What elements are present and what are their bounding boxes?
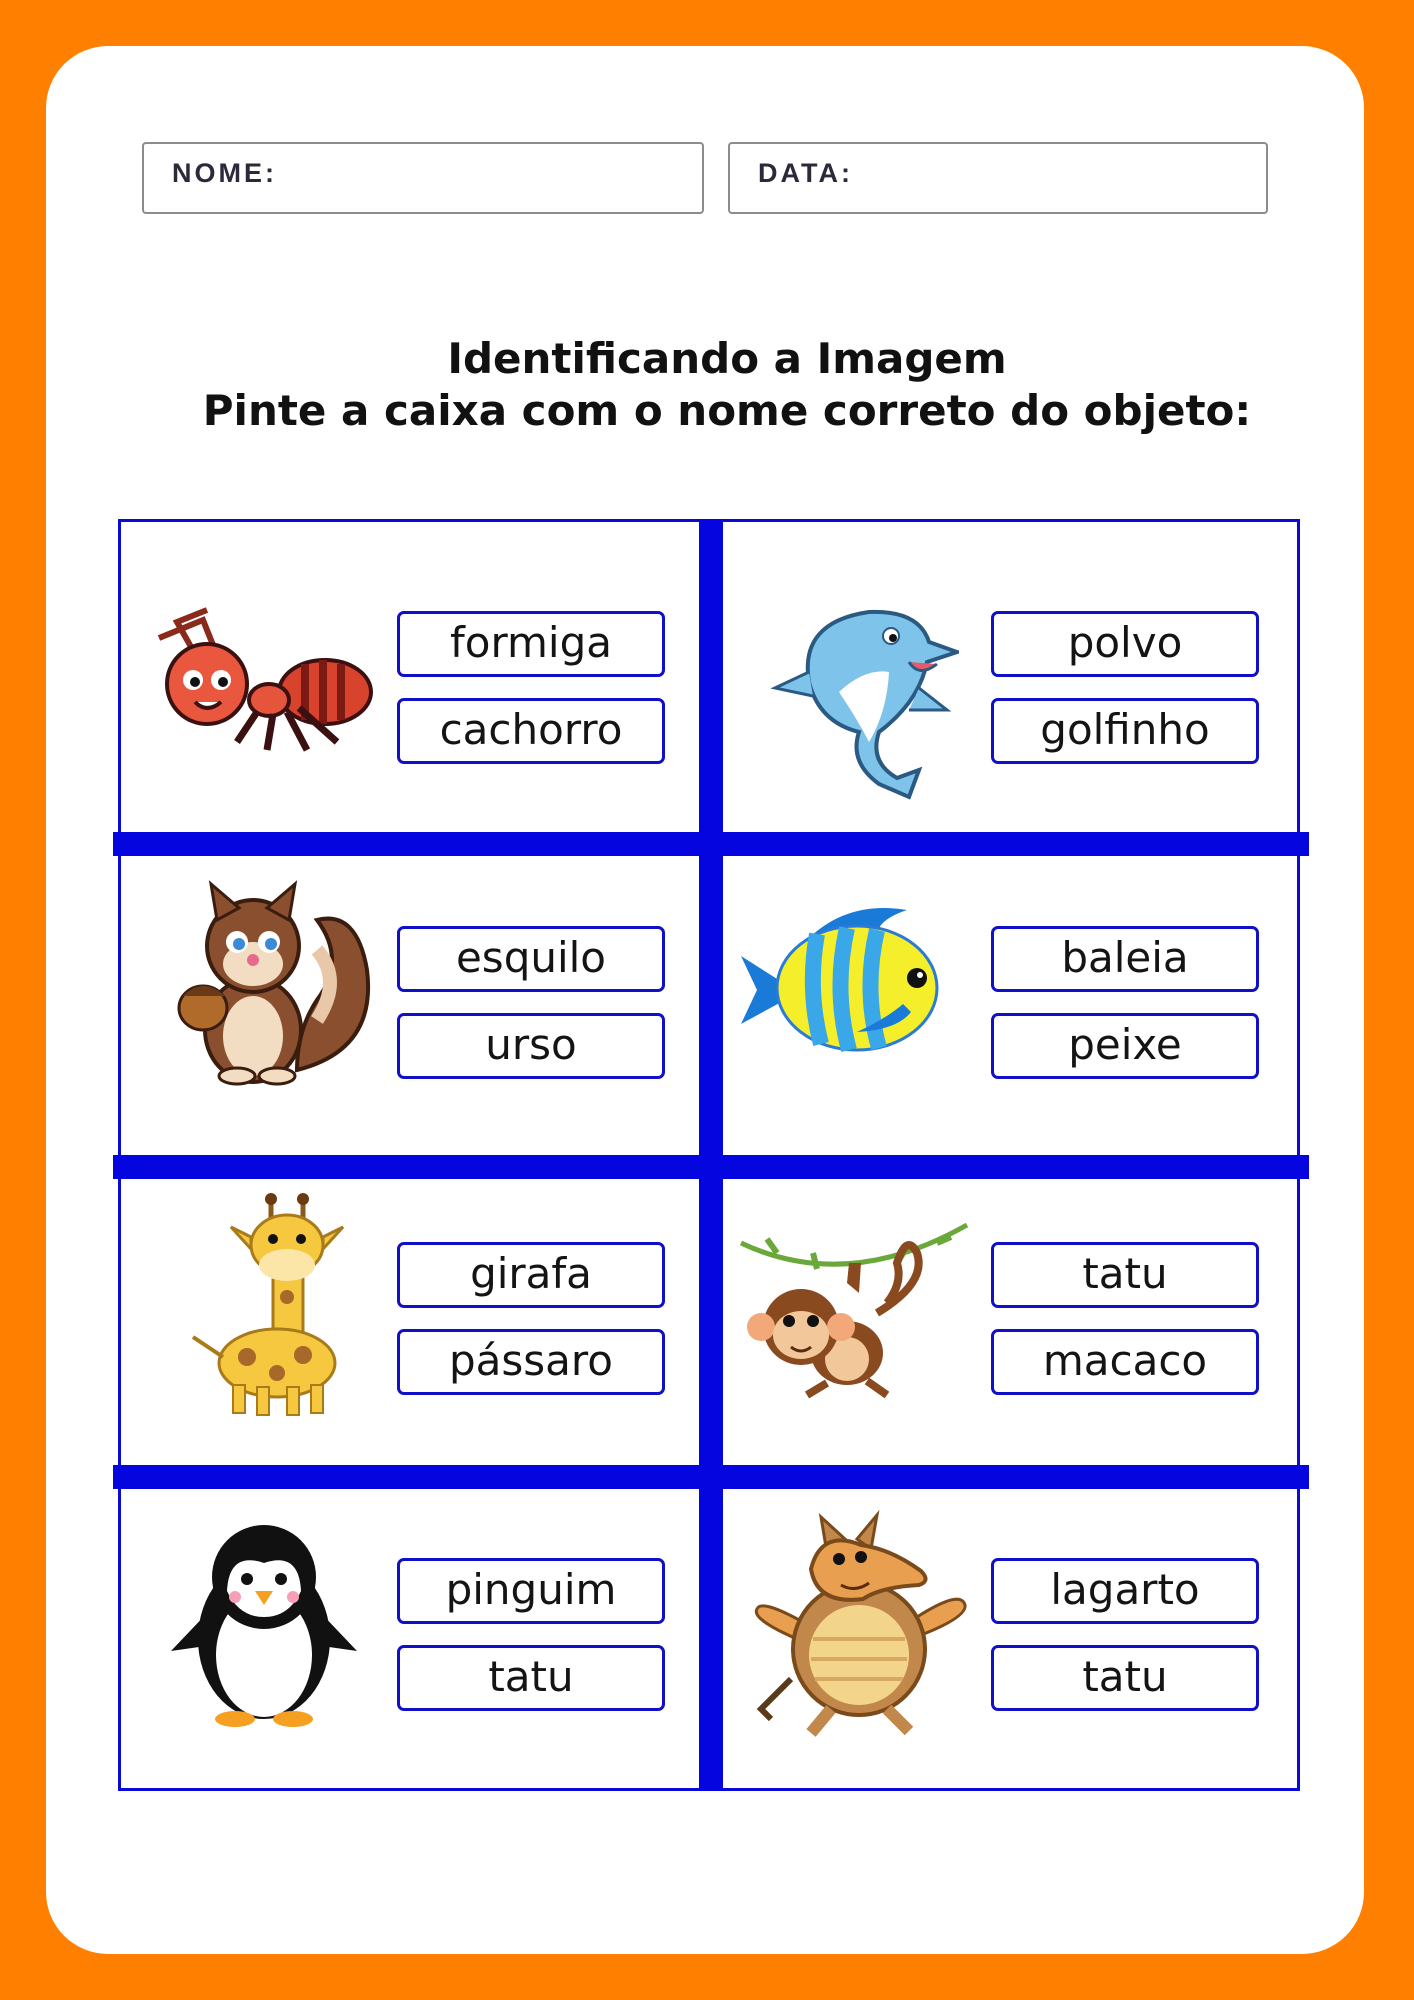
card-fish — [723, 856, 1301, 1155]
option-monkey-1[interactable]: tatu — [991, 1242, 1259, 1308]
card-giraffe — [121, 1179, 699, 1465]
date-label: DATA: — [758, 158, 853, 188]
armadillo-icon — [751, 1509, 971, 1739]
option-penguin-1[interactable]: pinguim — [397, 1558, 665, 1624]
option-armadillo-1[interactable]: lagarto — [991, 1558, 1259, 1624]
option-squirrel-1[interactable]: esquilo — [397, 926, 665, 992]
option-giraffe-2[interactable]: pássaro — [397, 1329, 665, 1395]
card-squirrel — [121, 856, 699, 1155]
fish-icon — [737, 900, 967, 1070]
option-ant-2[interactable]: cachorro — [397, 698, 665, 764]
monkey-icon — [737, 1223, 973, 1403]
option-squirrel-2[interactable]: urso — [397, 1013, 665, 1079]
option-ant-1[interactable]: formiga — [397, 611, 665, 677]
giraffe-icon — [187, 1187, 367, 1417]
squirrel-icon — [167, 880, 377, 1090]
option-penguin-2[interactable]: tatu — [397, 1645, 665, 1711]
option-armadillo-2[interactable]: tatu — [991, 1645, 1259, 1711]
option-dolphin-1[interactable]: polvo — [991, 611, 1259, 677]
card-monkey — [723, 1179, 1301, 1465]
penguin-icon — [169, 1521, 359, 1731]
option-fish-2[interactable]: peixe — [991, 1013, 1259, 1079]
card-ant — [121, 522, 699, 832]
card-grid — [118, 519, 1300, 1791]
ant-icon — [137, 602, 377, 762]
worksheet-instruction: Pinte a caixa com o nome correto do objeto: — [202, 386, 1252, 435]
name-field[interactable] — [142, 142, 704, 214]
option-fish-1[interactable]: baleia — [991, 926, 1259, 992]
option-giraffe-1[interactable]: girafa — [397, 1242, 665, 1308]
grid-divider-horizontal — [113, 832, 1309, 856]
card-armadillo — [723, 1489, 1301, 1791]
card-dolphin — [723, 522, 1301, 832]
grid-divider-horizontal — [113, 1155, 1309, 1179]
date-field[interactable] — [728, 142, 1268, 214]
name-label: NOME: — [172, 158, 277, 188]
grid-divider-horizontal — [113, 1465, 1309, 1489]
option-dolphin-2[interactable]: golfinho — [991, 698, 1259, 764]
dolphin-icon — [769, 592, 959, 802]
option-monkey-2[interactable]: macaco — [991, 1329, 1259, 1395]
worksheet-title: Identificando a Imagem — [447, 334, 1007, 383]
card-penguin — [121, 1489, 699, 1791]
